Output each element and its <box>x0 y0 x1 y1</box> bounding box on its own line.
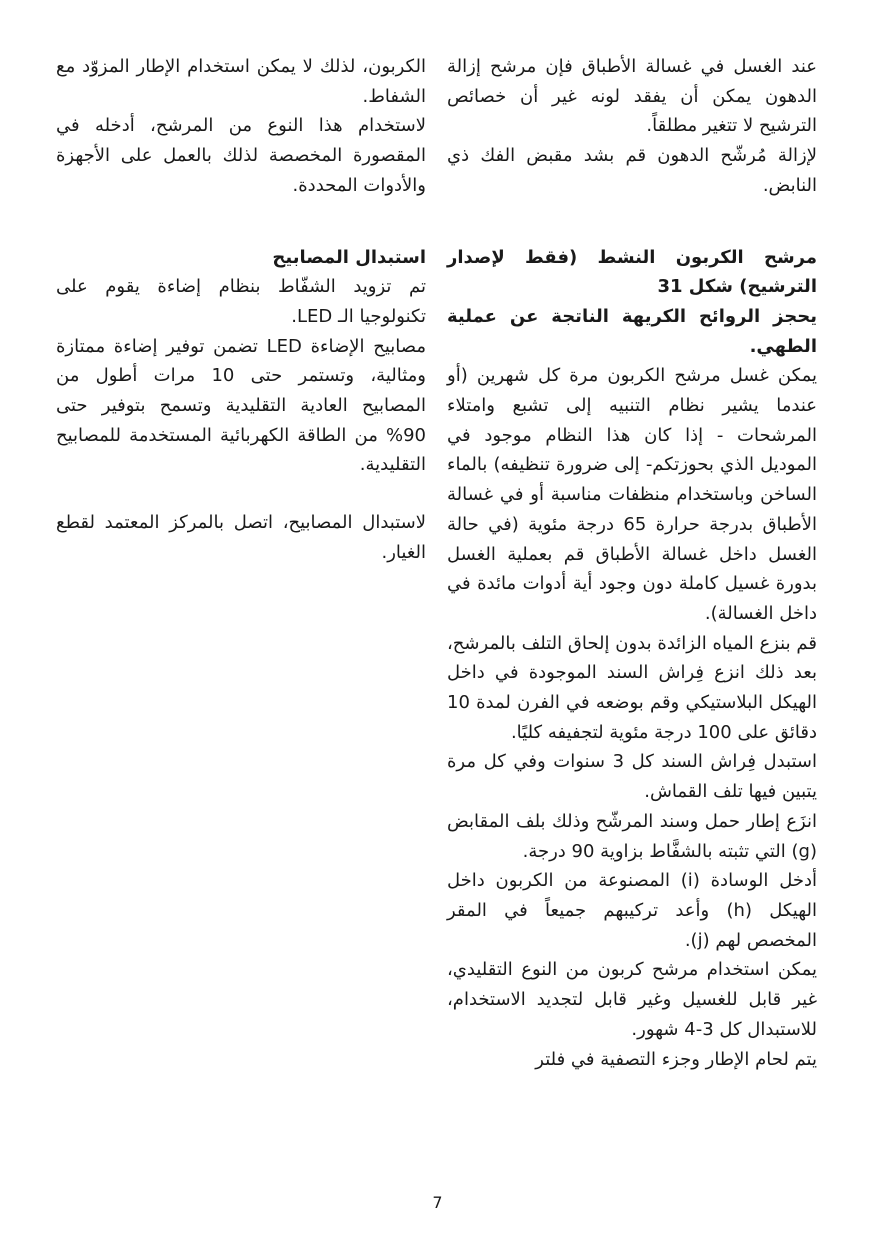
service-center-paragraph: لاستبدال المصابيح، اتصل بالمركز المعتمد لقطع الغيار. <box>56 512 426 563</box>
filter-frame-removal-paragraph: انزَع إطار حمل وسند المرشّح وذلك بلف المقابض (g) التي تثبته بالشفَّاط بزاوية 90 درجة. <box>447 810 817 862</box>
carbon-frame-continuation: الكربون، لذلك لا يمكن استخدام الإطار المزوّد مع الشفاط. <box>56 56 426 107</box>
section-spacer <box>447 201 817 243</box>
carbon-filter-drying-paragraph: قم بنزع المياه الزائدة بدون إلحاق التلف بالمرشح، بعد ذلك انزع فِراش السند الموجودة في داخل الهيكل البلاستيكي وقم بوضعه في الفرن لمدة 10 دقائق على 100 درجة مئوية لتجفيفه كليًا. <box>447 632 817 743</box>
carbon-filter-heading: مرشح الكربون النشط (فقط لإصدار الترشيح) شكل 31 <box>447 246 817 298</box>
traditional-filter-insertion-note: لاستخدام هذا النوع من المرشح، أدخله في المقصورة المخصصة لذلك بالعمل على الأجهزة والأدوات المحددة. <box>56 115 426 196</box>
lamp-replacement-heading: استبدال المصابيح <box>272 246 426 268</box>
carbon-filter-subheading: يحجز الروائح الكريهة الناتجة عن عملية الطهي. <box>447 305 817 357</box>
carbon-filter-washing-paragraph: يمكن غسل مرشح الكربون مرة كل شهرين (أو عندما يشير نظام التنبيه إلى تشبع وامتلاء المرشحات - إذا كان هذا النظام موجود في الموديل الذي بحوزتكم- إلى ضرورة تنظيفه) بالماء الساخن وباستخدام منظفات مناسبة أو في غسالة الأطباق بدرجة حرارة 65 درجة مئوية (في حالة الغسل داخل غسالة الأطباق قم بعملية الغسل بدورة غسيل كاملة دون وجود أية أدوات مائدة في داخل الغسالة). <box>447 365 818 624</box>
section-spacer <box>56 201 426 243</box>
frame-welding-paragraph: يتم لحام الإطار وجزء التصفية في فلتر <box>535 1048 817 1070</box>
traditional-filter-paragraph: يمكن استخدام مرشح كربون من النوع التقليدي، غير قابل للغسيل وغير قابل لتجديد الاستخدام، للاستبدال كل 3-4 شهور. <box>447 959 817 1040</box>
carbon-pad-insertion-paragraph: أدخل الوسادة (i) المصنوعة من الكربون داخل الهيكل (h) وأعد تركيبهم جميعاً في المقر المخصص لهم (j). <box>447 870 818 951</box>
led-system-paragraph: تم تزويد الشفّاط بنظام إضاءة يقوم على تكنولوجيا الـ LED. <box>56 276 426 327</box>
paragraph-spacer <box>56 480 426 508</box>
grease-filter-color-note: عند الغسل في غسالة الأطباق فإن مرشح إزالة الدهون يمكن أن يفقد لونه غير أن خصائص الترشيح لا تتغير مطلقاً. <box>447 56 817 137</box>
led-benefits-paragraph: مصابيح الإضاءة LED تضمن توفير إضاءة ممتازة ومثالية، وتستمر حتى 10 مرات أطول من المصابيح العادية التقليدية وتسمح بتوفير حتى 90% من الطاقة الكهربائية المستخدمة للمصابيح التقليدية. <box>56 335 426 476</box>
left-column <box>56 52 426 568</box>
right-column <box>447 52 817 1074</box>
grease-filter-removal-note: لإزالة مُرشّح الدهون قم بشد مقبض الفك ذي النابض. <box>447 145 817 196</box>
page-number: 7 <box>432 1193 443 1212</box>
carbon-pad-replacement-paragraph: استبدل فِراش السند كل 3 سنوات وفي كل مرة يتبين فيها تلف القماش. <box>447 751 818 803</box>
